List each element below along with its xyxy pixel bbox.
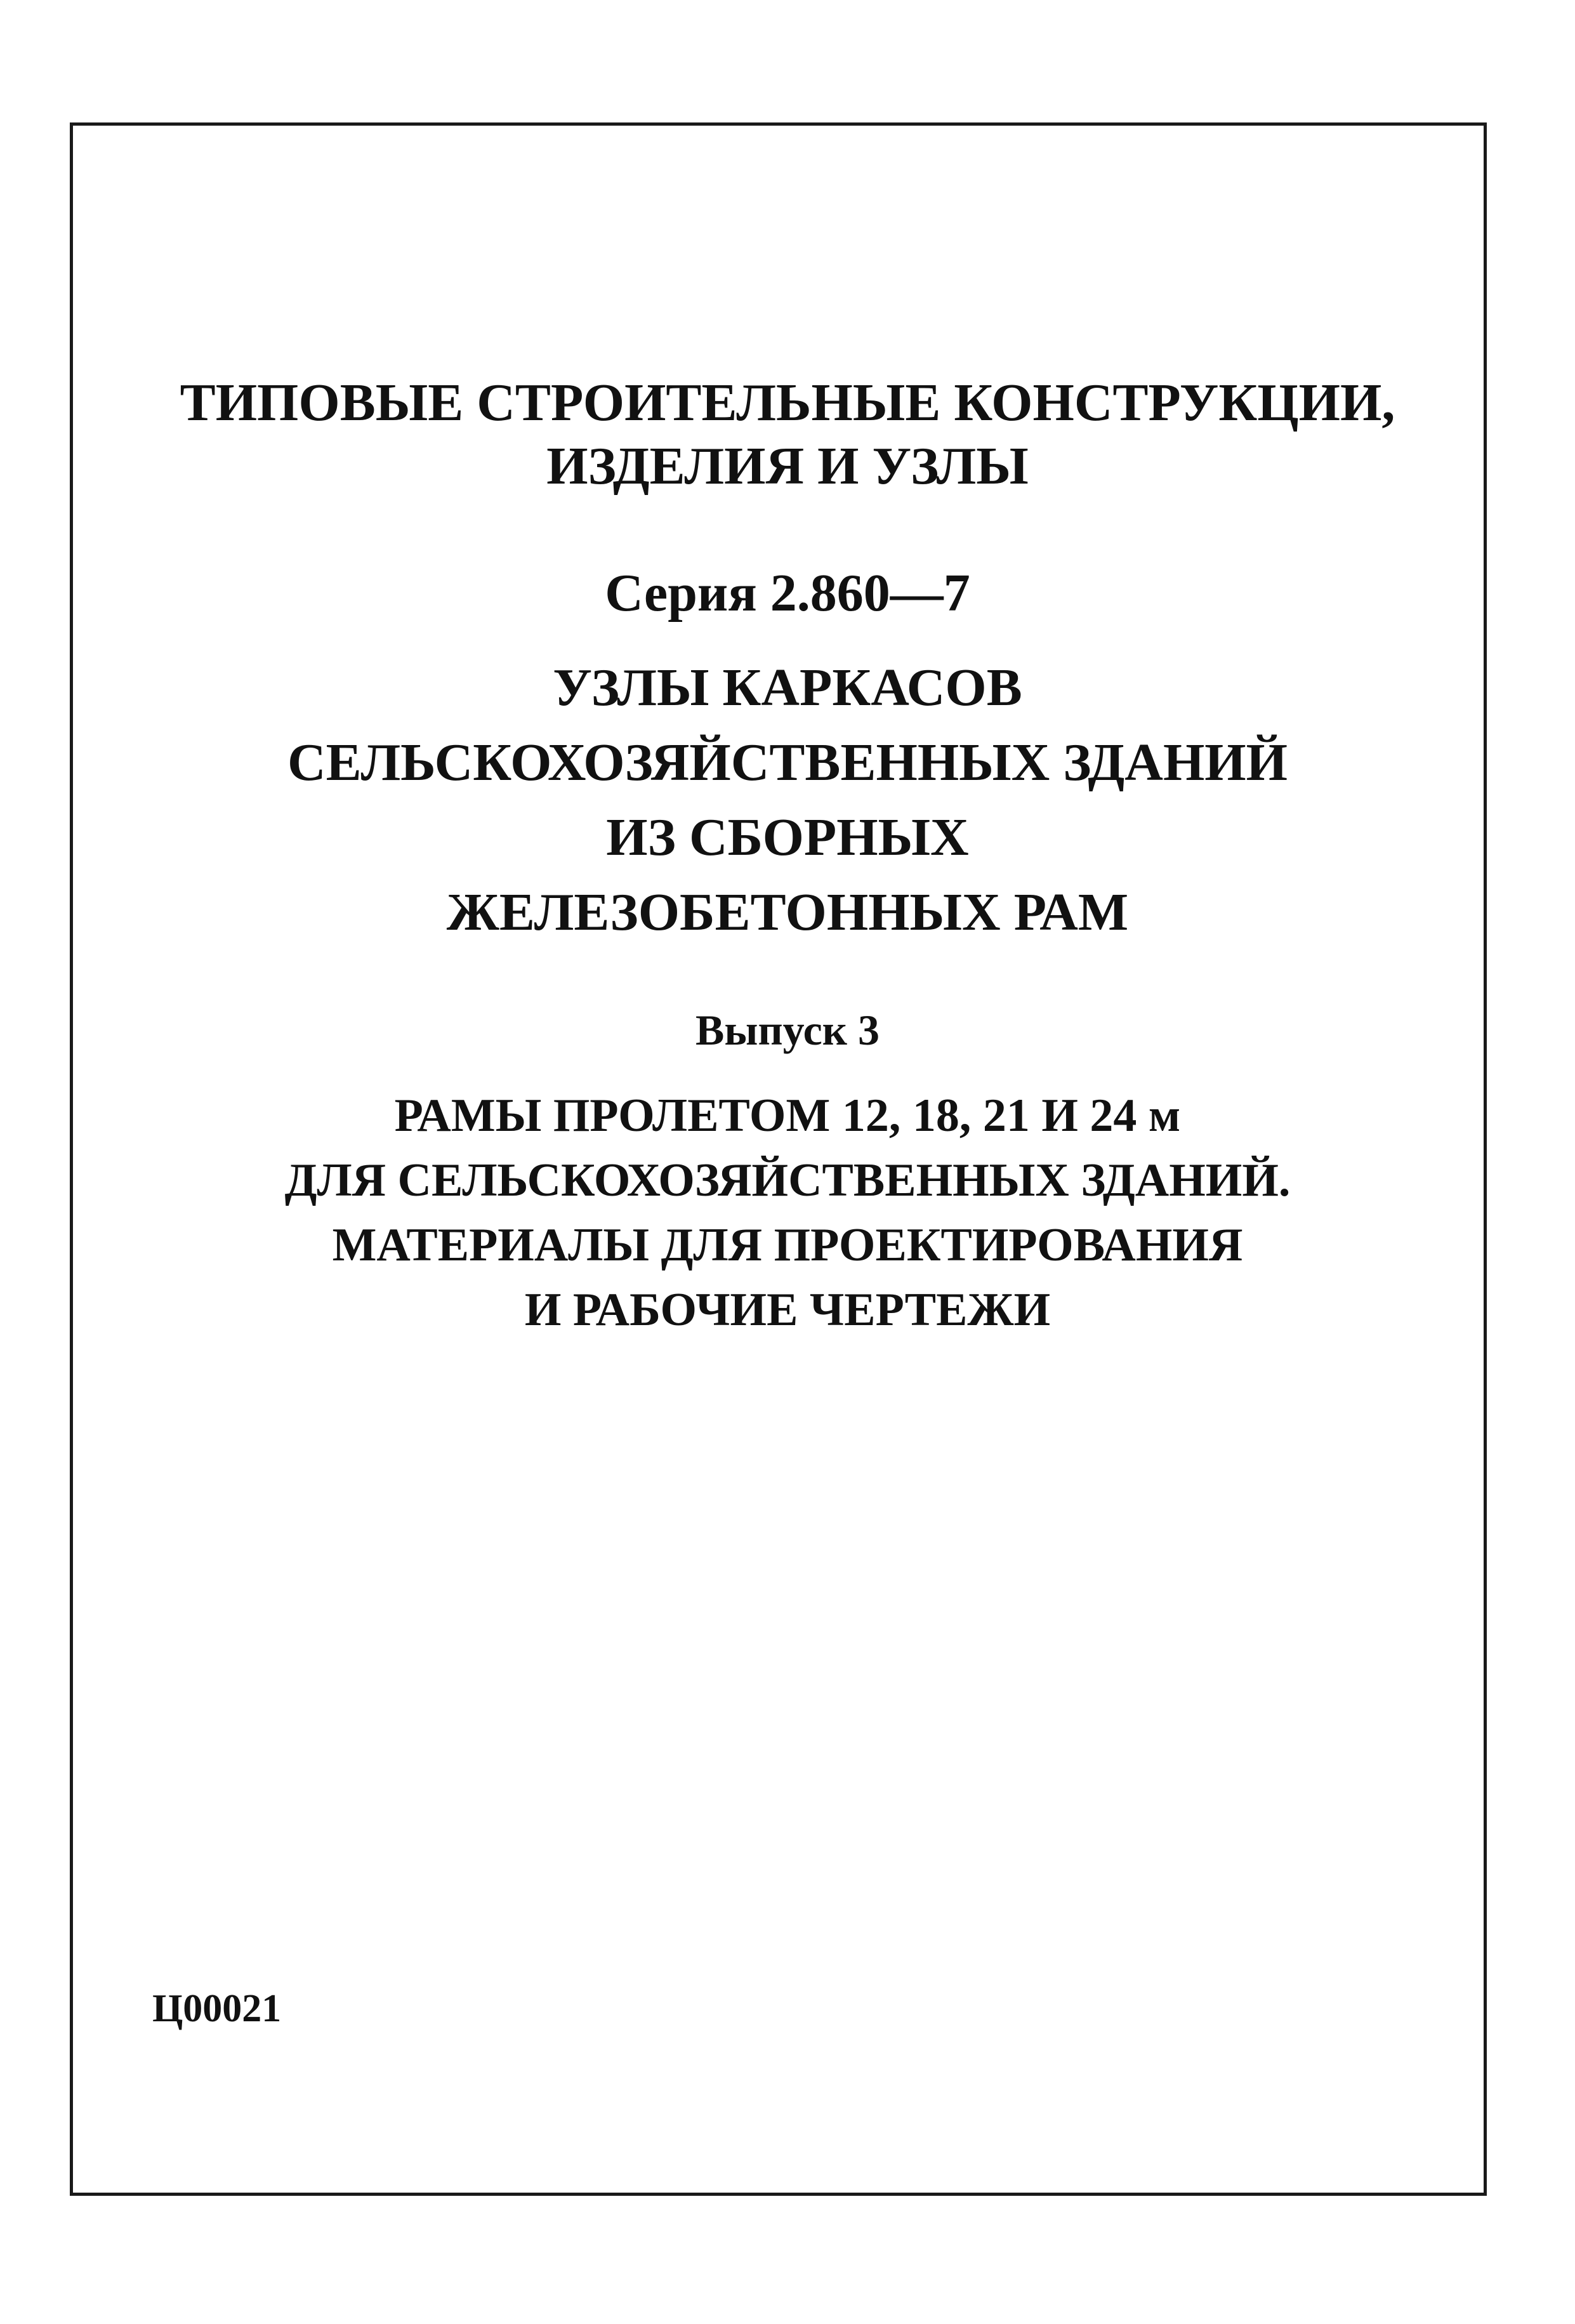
title-line: ЖЕЛЕЗОБЕТОННЫХ РАМ: [446, 883, 1129, 942]
title-line: СЕЛЬСКОХОЗЯЙСТВЕННЫХ ЗДАНИЙ: [287, 733, 1288, 792]
document-code: Ц00021: [152, 1987, 282, 2030]
heading-line: ИЗДЕЛИЯ И УЗЛЫ: [546, 437, 1029, 496]
title-line: ИЗ СБОРНЫХ: [606, 808, 969, 867]
document-subtitle: [0, 1083, 1575, 1342]
issue-number: Выпуск 3: [695, 1006, 880, 1054]
series-number: Серия 2.860—7: [605, 564, 970, 623]
document-heading: [0, 371, 1575, 498]
subtitle-line: ДЛЯ СЕЛЬСКОХОЗЯЙСТВЕННЫХ ЗДАНИЙ.: [284, 1154, 1291, 1206]
heading-line: ТИПОВЫЕ СТРОИТЕЛЬНЫЕ КОНСТРУКЦИИ,: [180, 373, 1395, 432]
subtitle-line: РАМЫ ПРОЛЕТОМ 12, 18, 21 И 24 м: [394, 1090, 1181, 1142]
document-title: [0, 650, 1575, 950]
subtitle-line: И РАБОЧИЕ ЧЕРТЕЖИ: [524, 1284, 1051, 1336]
title-line: УЗЛЫ КАРКАСОВ: [553, 658, 1022, 717]
subtitle-line: МАТЕРИАЛЫ ДЛЯ ПРОЕКТИРОВАНИЯ: [332, 1219, 1243, 1271]
